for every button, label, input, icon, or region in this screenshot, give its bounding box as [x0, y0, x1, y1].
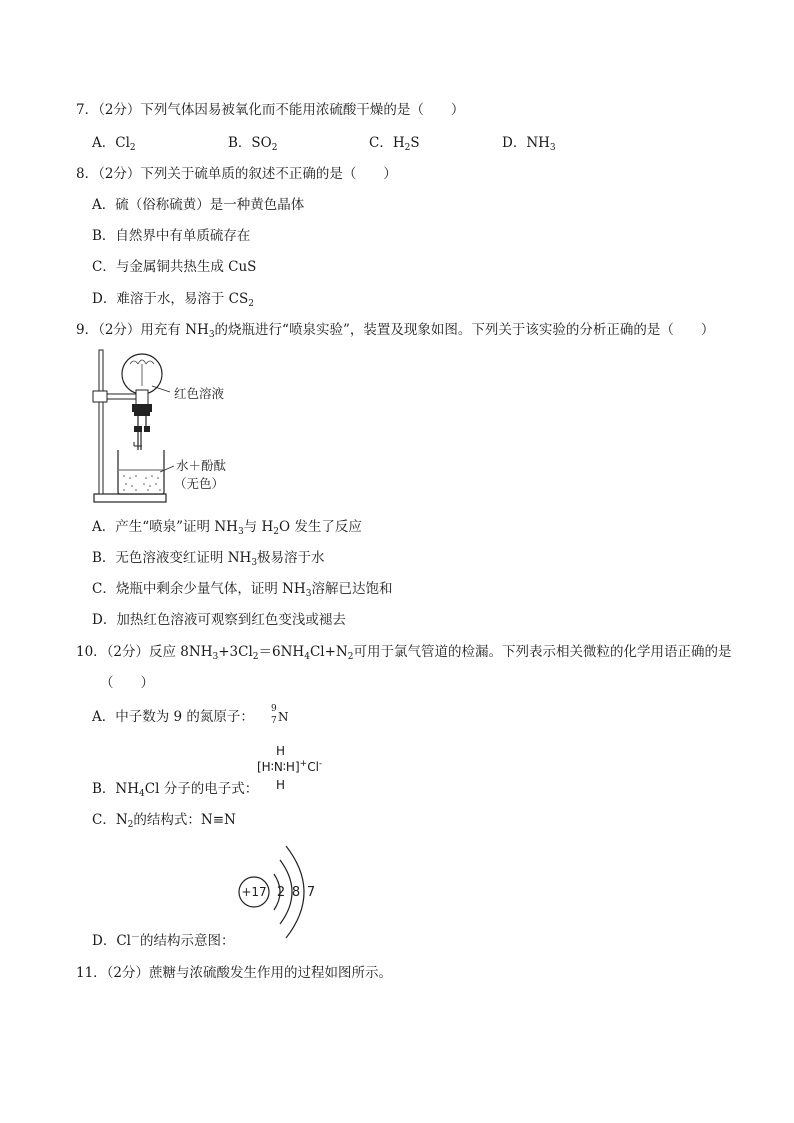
lewis-top-h: H: [276, 744, 286, 758]
q8-option-c: C．与金属铜共热生成 CuS: [92, 259, 257, 275]
nucleus-charge: +17: [241, 885, 267, 899]
q7-option-c: C．$H_2S$: [369, 135, 420, 153]
shell-electrons-2: 8: [291, 885, 301, 900]
q10-option-a: A．中子数为 9 的氮原子：: [92, 709, 254, 725]
shell-electrons-1: 2: [276, 885, 286, 900]
stopper: [132, 404, 152, 412]
fountain-experiment-figure: [90, 346, 250, 508]
q8-stem: 8．（2分）下列关于硫单质的叙述不正确的是（ ）: [76, 166, 397, 182]
q11-stem: 11．（2分）蔗糖与浓硫酸发生作用的过程如图所示。: [76, 965, 393, 981]
q9-option-c: C．烧瓶中剩余少量气体，证明 $NH_3$溶解已达饱和: [92, 581, 393, 599]
chloride-ion-structure-diagram: [234, 838, 334, 948]
lewis-structure-ammonium: [H∶N∶H]+Cl-: [257, 759, 323, 774]
nitrogen-isotope-notation: 9 7 N: [271, 704, 289, 726]
stand-base: [94, 494, 166, 502]
q7-stem: 7．（2分）下列气体因易被氧化而不能用浓硫酸干燥的是（ ）: [76, 102, 465, 118]
q10-stem: 10．（2分）反应 $8NH_3+3Cl_2=6NH_4Cl+N_2$可用于氯气管道的检漏。下列表示相关微粒的化学用语正确的是: [76, 644, 732, 662]
q10-answer-paren: （ ）: [100, 675, 154, 691]
q7-option-b: B．$SO_2$: [228, 135, 278, 153]
figure-label-red-solution: 红色溶液: [174, 386, 225, 401]
q7-option-a: A．$Cl_2$: [92, 135, 136, 153]
shell-electrons-3: 7: [306, 885, 316, 900]
q9-option-b: B．无色溶液变红证明 $NH_3$极易溶于水: [92, 550, 325, 568]
q8-option-a: A．硫（俗称硫黄）是一种黄色晶体: [92, 197, 305, 213]
q10-option-d: D．Cl－的结构示意图：: [92, 933, 235, 949]
figure-label-water-phenolphthalein: 水＋酚酞: [176, 458, 227, 473]
q10-option-b: B．$NH_4Cl$ 分子的电子式：: [92, 781, 259, 799]
q9-option-d: D．加热红色溶液可观察到红色变浅或褪去: [92, 612, 346, 628]
beaker: [118, 450, 164, 494]
q9-option-a: A．产生“喷泉”证明 $NH_3$与 $H_2O$ 发生了反应: [92, 519, 362, 537]
q10-option-c: C．$N_2$的结构式：N≡N: [92, 812, 236, 830]
lewis-bottom-h: H: [276, 778, 286, 792]
q7-option-d: D．$NH_3$: [502, 135, 556, 153]
q8-option-d: D．难溶于水，易溶于 $CS_2$: [92, 291, 254, 309]
q9-stem: 9．（2分）用充有 $NH_3$的烧瓶进行“喷泉实验”，装置及现象如图。下列关于该实验的分析正确的是（ ）: [76, 322, 715, 340]
stand-pole: [99, 350, 103, 494]
figure-label-colorless: （无色）: [174, 476, 225, 491]
q8-option-b: B．自然界中有单质硫存在: [92, 228, 251, 244]
